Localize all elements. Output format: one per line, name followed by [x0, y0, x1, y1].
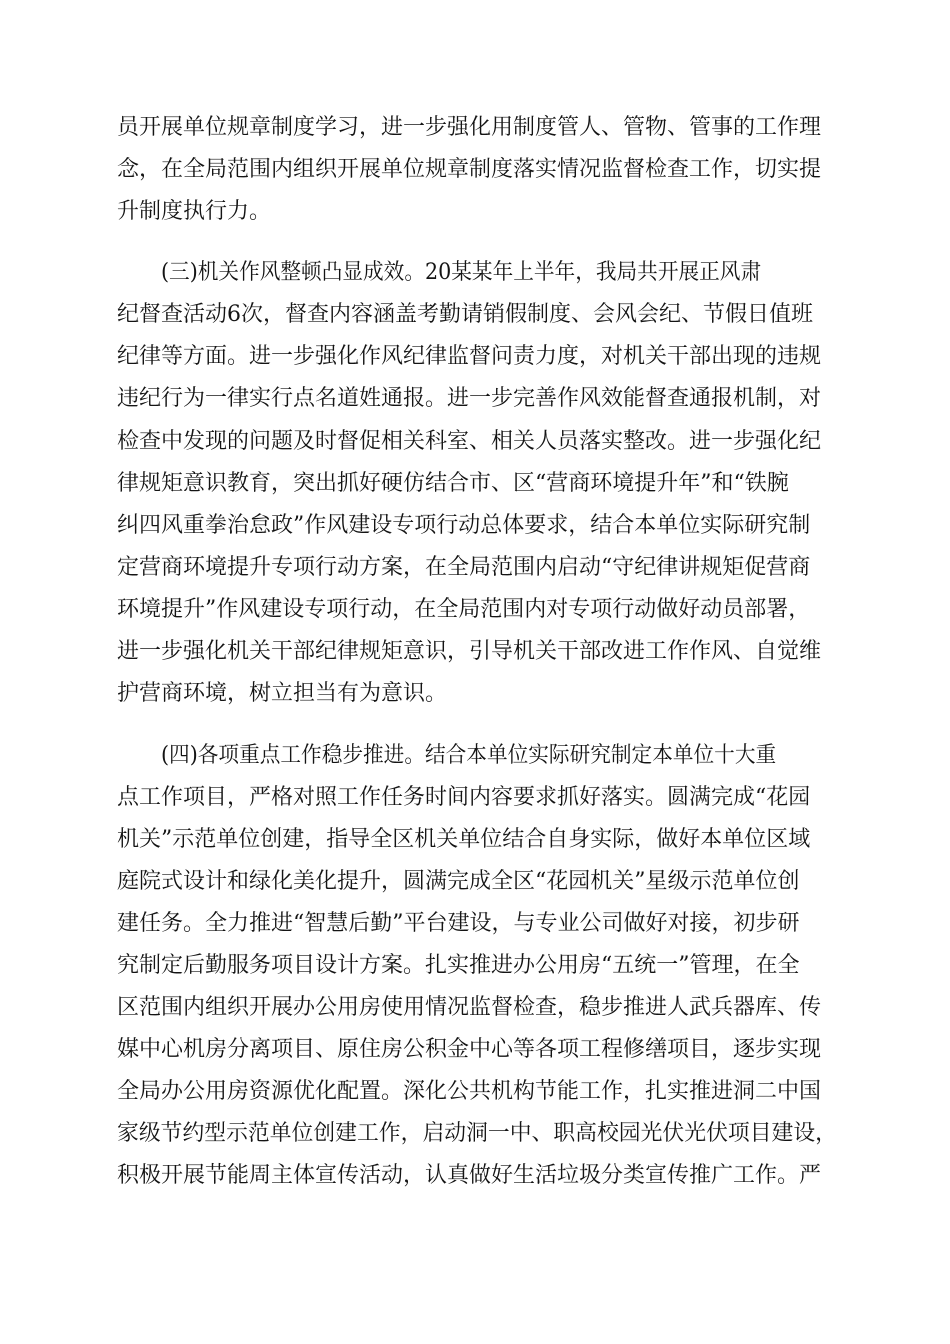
- text-line: 念，在全局范围内组织开展单位规章制度落实情况监督检查工作，切实提: [117, 157, 822, 182]
- text-line: (四)各项重点工作稳步推进。结合本单位实际研究制定本单位十大重: [161, 743, 777, 768]
- text-line: 积极开展节能周主体宣传活动，认真做好生活垃圾分类宣传推广工作。严: [117, 1163, 822, 1188]
- text-line: 员开展单位规章制度学习，进一步强化用制度管人、管物、管事的工作理: [117, 115, 822, 140]
- text-line: 庭院式设计和绿化美化提升，圆满完成全区“花园机关”星级示范单位创: [117, 869, 800, 894]
- text-line: 环境提升”作风建设专项行动，在全局范围内对专项行动做好动员部署，: [117, 597, 811, 622]
- text-line: 建任务。全力推进“智慧后勤”平台建设，与专业公司做好对接，初步研: [117, 911, 800, 936]
- text-line: 机关”示范单位创建，指导全区机关单位结合自身实际，做好本单位区域: [117, 827, 811, 852]
- text-line: 检查中发现的问题及时督促相关科室、相关人员落实整改。进一步强化纪: [117, 429, 822, 454]
- text-line: 家级节约型示范单位创建工作，启动洞一中、职高校园光伏光伏项目建设，: [117, 1121, 837, 1146]
- text-line: (三)机关作风整顿凸显成效。20某某年上半年，我局共开展正风肃: [161, 260, 762, 285]
- text-line: 区范围内组织开展办公用房使用情况监督检查，稳步推进人武兵器库、传: [117, 995, 822, 1020]
- text-line: 纠四风重拳治怠政”作风建设专项行动总体要求，结合本单位实际研究制: [117, 513, 811, 538]
- text-line: 全局办公用房资源优化配置。深化公共机构节能工作，扎实推进洞二中国: [117, 1079, 822, 1104]
- text-line: 纪律等方面。进一步强化作风纪律监督问责力度，对机关干部出现的违规: [117, 344, 822, 369]
- text-line: 定营商环境提升专项行动方案，在全局范围内启动“守纪律讲规矩促营商: [117, 555, 811, 580]
- text-line: 升制度执行力。: [117, 199, 272, 224]
- text-line: 违纪行为一律实行点名道姓通报。进一步完善作风效能督查通报机制，对: [117, 386, 822, 411]
- text-line: 纪督查活动6次，督查内容涵盖考勤请销假制度、会风会纪、节假日值班: [117, 302, 813, 327]
- text-line: 点工作项目，严格对照工作任务时间内容要求抓好落实。圆满完成“花园: [117, 785, 811, 810]
- text-line: 护营商环境，树立担当有为意识。: [117, 681, 448, 706]
- text-line: 律规矩意识教育，突出抓好硬仿结合市、区“营商环境提升年”和“铁腕: [117, 471, 789, 496]
- text-line: 究制定后勤服务项目设计方案。扎实推进办公用房“五统一”管理，在全: [117, 953, 800, 978]
- text-line: 媒中心机房分离项目、原住房公积金中心等各项工程修缮项目，逐步实现: [117, 1037, 822, 1062]
- text-line: 进一步强化机关干部纪律规矩意识，引导机关干部改进工作作风、自觉维: [117, 639, 822, 664]
